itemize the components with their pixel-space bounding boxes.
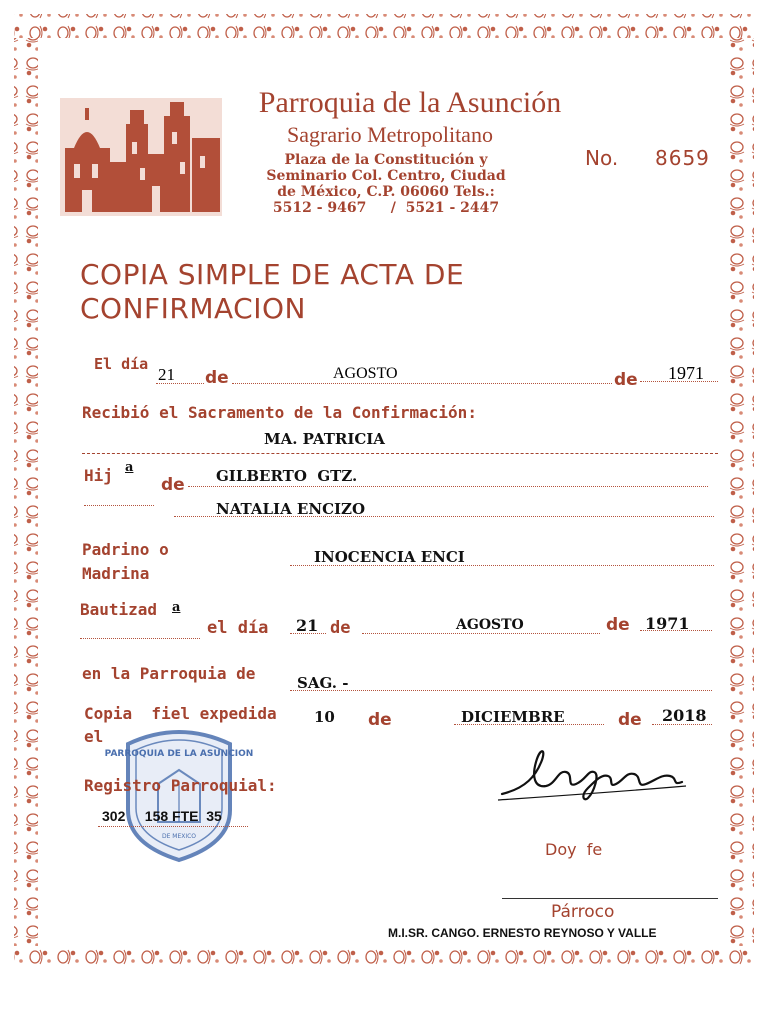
issue-month: DICIEMBRE (461, 708, 565, 726)
label-copia-fiel-line2: el (84, 727, 104, 746)
gender-suffix: a (125, 460, 134, 475)
label-de-2: de (614, 370, 638, 390)
confirmation-year: 1971 (668, 363, 704, 383)
document-title (80, 258, 464, 326)
label-copia-fiel (84, 702, 277, 748)
address-line-1: Plaza de la Constitución y (284, 152, 488, 168)
seal-text-top: PARROQUIA DE LA ASUNCION (104, 749, 254, 759)
priest-signature (496, 742, 692, 804)
label-de-4: de (606, 615, 630, 635)
label-parroco: Párroco (551, 902, 615, 922)
confirmand-name: MA. PATRICIA (264, 430, 385, 448)
baptism-year: 1971 (645, 614, 690, 633)
doy-fe: Doy fe (545, 840, 603, 859)
title-line-1: COPIA SIMPLE DE ACTA DE (80, 258, 465, 291)
father-name: GILBERTO GTZ. (216, 467, 358, 485)
label-registro: Registro Parroquial: (84, 776, 277, 795)
parish-name: Parroquia de la Asunción (258, 86, 562, 119)
label-en-parroquia: en la Parroquia de (82, 664, 256, 683)
parish-subtitle: Sagrario Metropolitano (287, 122, 493, 147)
label-recibio: Recibió el Sacramento de la Confirmación: (82, 403, 477, 422)
mother-name: NATALIA ENCIZO (216, 500, 366, 518)
baptism-month: AGOSTO (456, 617, 524, 633)
title-line-2: CONFIRMACION (80, 292, 306, 325)
signature-line (502, 898, 718, 899)
label-el-dia-2: el día (207, 618, 269, 638)
baptized-suffix: a (172, 600, 181, 615)
seal-text-bottom: DE MEXICO (161, 833, 197, 840)
number-value: 8659 (655, 146, 710, 170)
label-copia-fiel-line1: Copia fiel expedida (84, 704, 277, 723)
address-line-2: Seminario Col. Centro, Ciudad (266, 168, 506, 184)
label-bautizad: Bautizad (80, 600, 158, 619)
address-block (236, 152, 536, 216)
address-line-3: de México, C.P. 06060 Tels.: (277, 184, 495, 200)
label-de-3: de (330, 618, 351, 638)
godparent-name: INOCENCIA ENCI (314, 548, 465, 566)
label-de-5: de (368, 710, 392, 730)
label-padrino-line1: Padrino o (82, 540, 169, 559)
label-de-6: de (618, 710, 642, 730)
number-label: No. (585, 146, 619, 170)
label-de-parents: de (161, 475, 185, 495)
cathedral-logo (60, 98, 222, 216)
address-line-4: 5512 - 9467 / 5521 - 2447 (272, 200, 500, 216)
issue-day: 10 (314, 708, 335, 726)
label-el-dia: El día (94, 355, 149, 373)
priest-name: M.I.SR. CANGO. ERNESTO REYNOSO Y VALLE (388, 926, 657, 940)
baptism-parish: SAG. - (297, 674, 349, 692)
label-de-1: de (205, 368, 229, 388)
registry-number: 302 158 FTE 35 (102, 808, 222, 824)
confirmation-month: AGOSTO (333, 365, 398, 382)
confirmation-day: 21 (158, 365, 175, 384)
issue-year: 2018 (662, 706, 707, 725)
label-hij: Hij (84, 466, 113, 485)
label-padrino (82, 538, 169, 586)
label-padrino-line2: Madrina (82, 564, 150, 583)
baptism-day: 21 (296, 616, 319, 635)
